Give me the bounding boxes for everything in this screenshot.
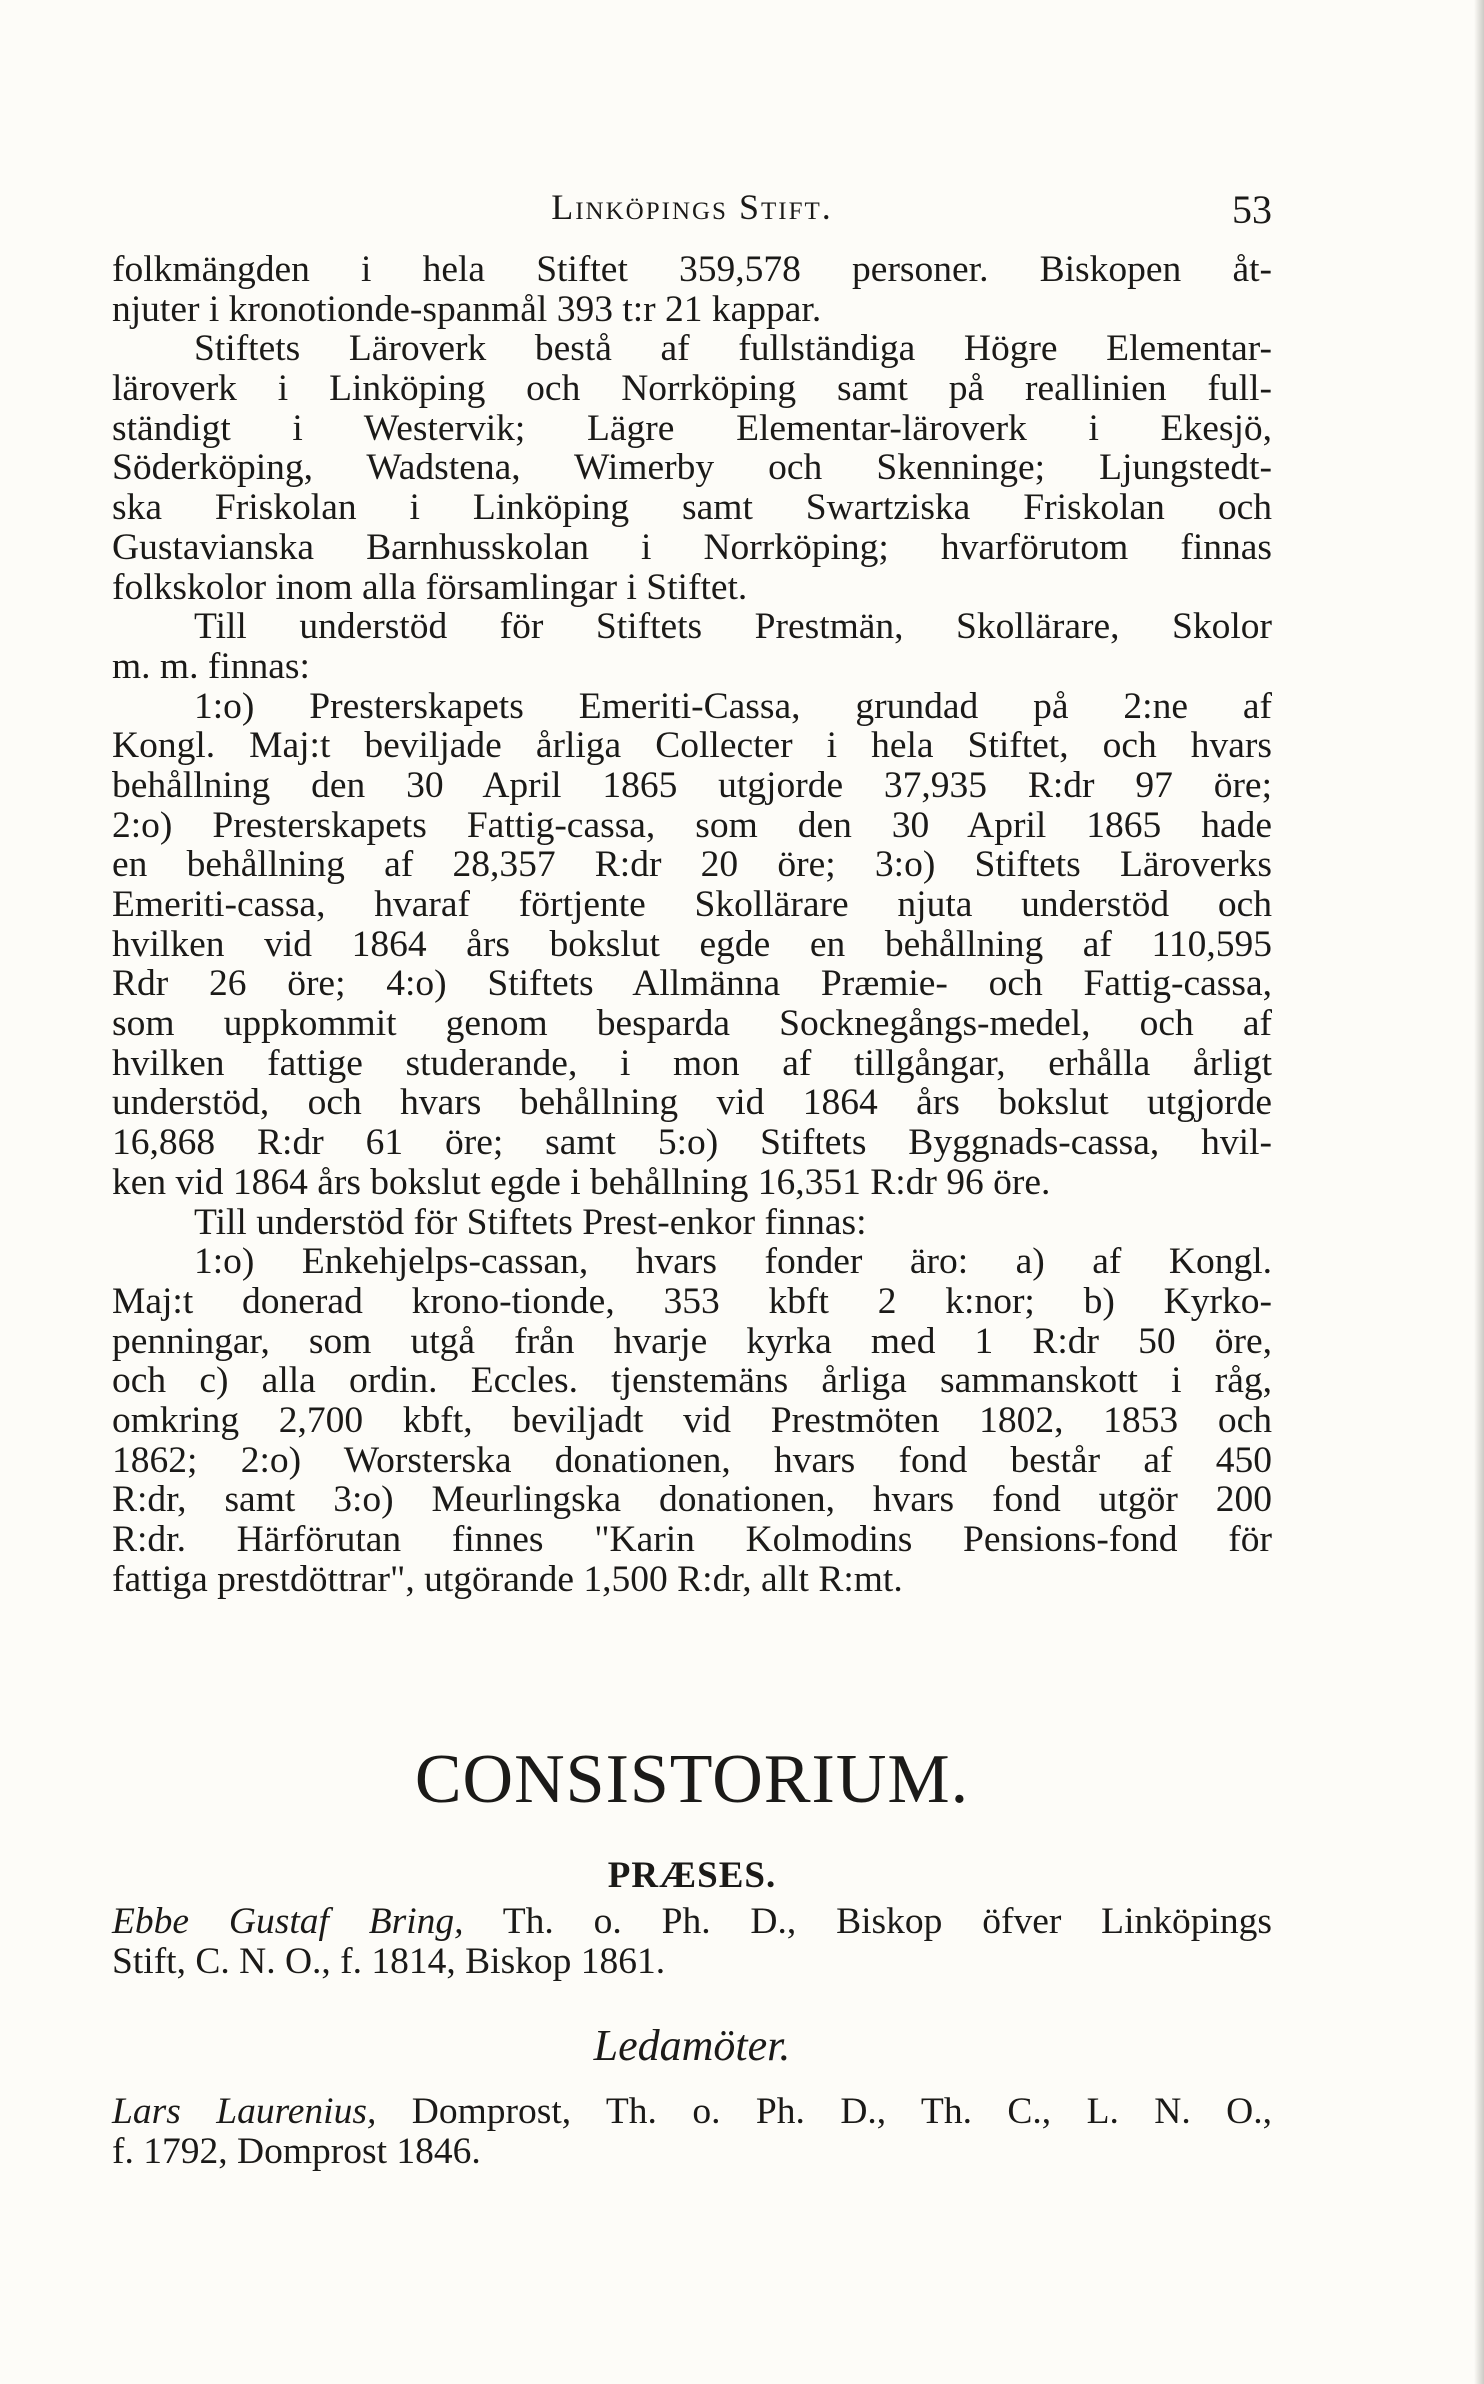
entry-line: [112, 1902, 1272, 1942]
entry-text: Th. o. Ph. D., Biskop öfver Linköpings: [502, 1901, 1273, 1942]
person-name: Lars Laurenius,: [112, 2091, 377, 2132]
consistorium-section: [112, 1740, 1272, 1897]
text-line: fattiga prestdöttrar", utgörande 1,500 R:dr, allt R:mt.: [112, 1558, 903, 1600]
text-line: folkmängden i hela Stiftet 359,578 personer. Biskopen åt-: [112, 249, 1272, 290]
running-title: Linköpings Stift.: [551, 187, 833, 227]
text-line: R:dr, samt 3:o) Meurlingska donationen, hvars fond utgör 200: [112, 1479, 1272, 1521]
text-line: 16,868 R:dr 61 öre; samt 5:o) Stiftets Byggnads-cassa, hvil-: [112, 1122, 1272, 1164]
page-number: 53: [1232, 187, 1272, 232]
praeses-entry: [112, 1902, 1272, 1982]
text-line: ständigt i Westervik; Lägre Elementar-läroverk i Ekesjö,: [112, 407, 1272, 449]
text-line: ken vid 1864 års bokslut egde i behållning 16,351 R:dr 96 öre.: [112, 1161, 1051, 1203]
text-line: Rdr 26 öre; 4:o) Stiftets Allmänna Præmie- och Fattig-cassa,: [112, 963, 1272, 1005]
text-line: folkskolor inom alla församlingar i Stiftet.: [112, 566, 748, 608]
person-name: Ebbe Gustaf Bring,: [112, 1901, 464, 1942]
text-line: 1:o) Presterskapets Emeriti-Cassa, grundad på 2:ne af: [194, 685, 1272, 727]
text-line: ska Friskolan i Linköping samt Swartziska Friskolan och: [112, 487, 1272, 529]
praeses-label: PRÆSES.: [607, 1855, 777, 1896]
entry-line: [112, 2092, 1272, 2132]
text-line: Gustavianska Barnhusskolan i Norrköping; hvarförutom finnas: [112, 526, 1272, 568]
ledamoter-label: Ledamöter.: [593, 2021, 791, 2070]
entry-text: Domprost, Th. o. Ph. D., Th. C., L. N. O.,: [411, 2091, 1273, 2132]
entry-line: Stift, C. N. O., f. 1814, Biskop 1861.: [112, 1940, 666, 1982]
text-line: penningar, som utgå från hvarje kyrka med 1 R:dr 50 öre,: [112, 1320, 1272, 1362]
text-line: 1862; 2:o) Worsterska donationen, hvars fond består af 450: [112, 1439, 1272, 1481]
text-line: hvilken vid 1864 års bokslut egde en behållning af 110,595: [112, 923, 1272, 965]
text-line: Kongl. Maj:t beviljade årliga Collecter i hela Stiftet, och hvars: [112, 725, 1272, 767]
body-text: [112, 250, 1272, 1599]
page-header: [112, 186, 1272, 238]
text-line: hvilken fattige studerande, i mon af tillgångar, erhålla årligt: [112, 1042, 1272, 1084]
section-heading: CONSISTORIUM.: [414, 1741, 970, 1818]
text-line: behållning den 30 April 1865 utgjorde 37,935 R:dr 97 öre;: [112, 764, 1272, 806]
text-line: m. m. finnas:: [112, 645, 310, 687]
text-line: 2:o) Presterskapets Fattig-cassa, som den 30 April 1865 hade: [112, 804, 1272, 846]
text-line: Till understöd för Stiftets Prest-enkor finnas:: [194, 1201, 867, 1243]
text-line: Stiftets Läroverk bestå af fullständiga Högre Elementar-: [194, 328, 1272, 370]
text-line: Till understöd för Stiftets Prestmän, Skollärare, Skolor: [194, 606, 1272, 648]
text-line: en behållning af 28,357 R:dr 20 öre; 3:o) Stiftets Läroverks: [112, 844, 1272, 886]
text-line: som uppkommit genom besparda Socknegångs-medel, och af: [112, 1003, 1272, 1045]
text-line: R:dr. Härförutan finnes "Karin Kolmodins Pensions-fond för: [112, 1519, 1272, 1560]
page-edge-shadow: [1474, 0, 1484, 2384]
ledamot-entry: [112, 2092, 1272, 2172]
entry-line: f. 1792, Domprost 1846.: [112, 2130, 481, 2172]
text-line: Emeriti-cassa, hvaraf förtjente Skollärare njuta understöd och: [112, 884, 1272, 925]
text-line: läroverk i Linköping och Norrköping samt på reallinien full-: [112, 368, 1272, 410]
text-line: och c) alla ordin. Eccles. tjenstemäns årliga sammanskott i råg,: [112, 1360, 1272, 1402]
text-line: Maj:t donerad krono-tionde, 353 kbft 2 k:nor; b) Kyrko-: [112, 1280, 1272, 1322]
text-line: understöd, och hvars behållning vid 1864 års bokslut utgjorde: [112, 1082, 1272, 1124]
text-line: njuter i kronotionde-spanmål 393 t:r 21 kappar.: [112, 288, 822, 330]
text-line: omkring 2,700 kbft, beviljadt vid Prestmöten 1802, 1853 och: [112, 1399, 1272, 1441]
text-line: Söderköping, Wadstena, Wimerby och Skenninge; Ljungstedt-: [112, 447, 1272, 489]
text-line: 1:o) Enkehjelps-cassan, hvars fonder äro: a) af Kongl.: [194, 1241, 1272, 1283]
